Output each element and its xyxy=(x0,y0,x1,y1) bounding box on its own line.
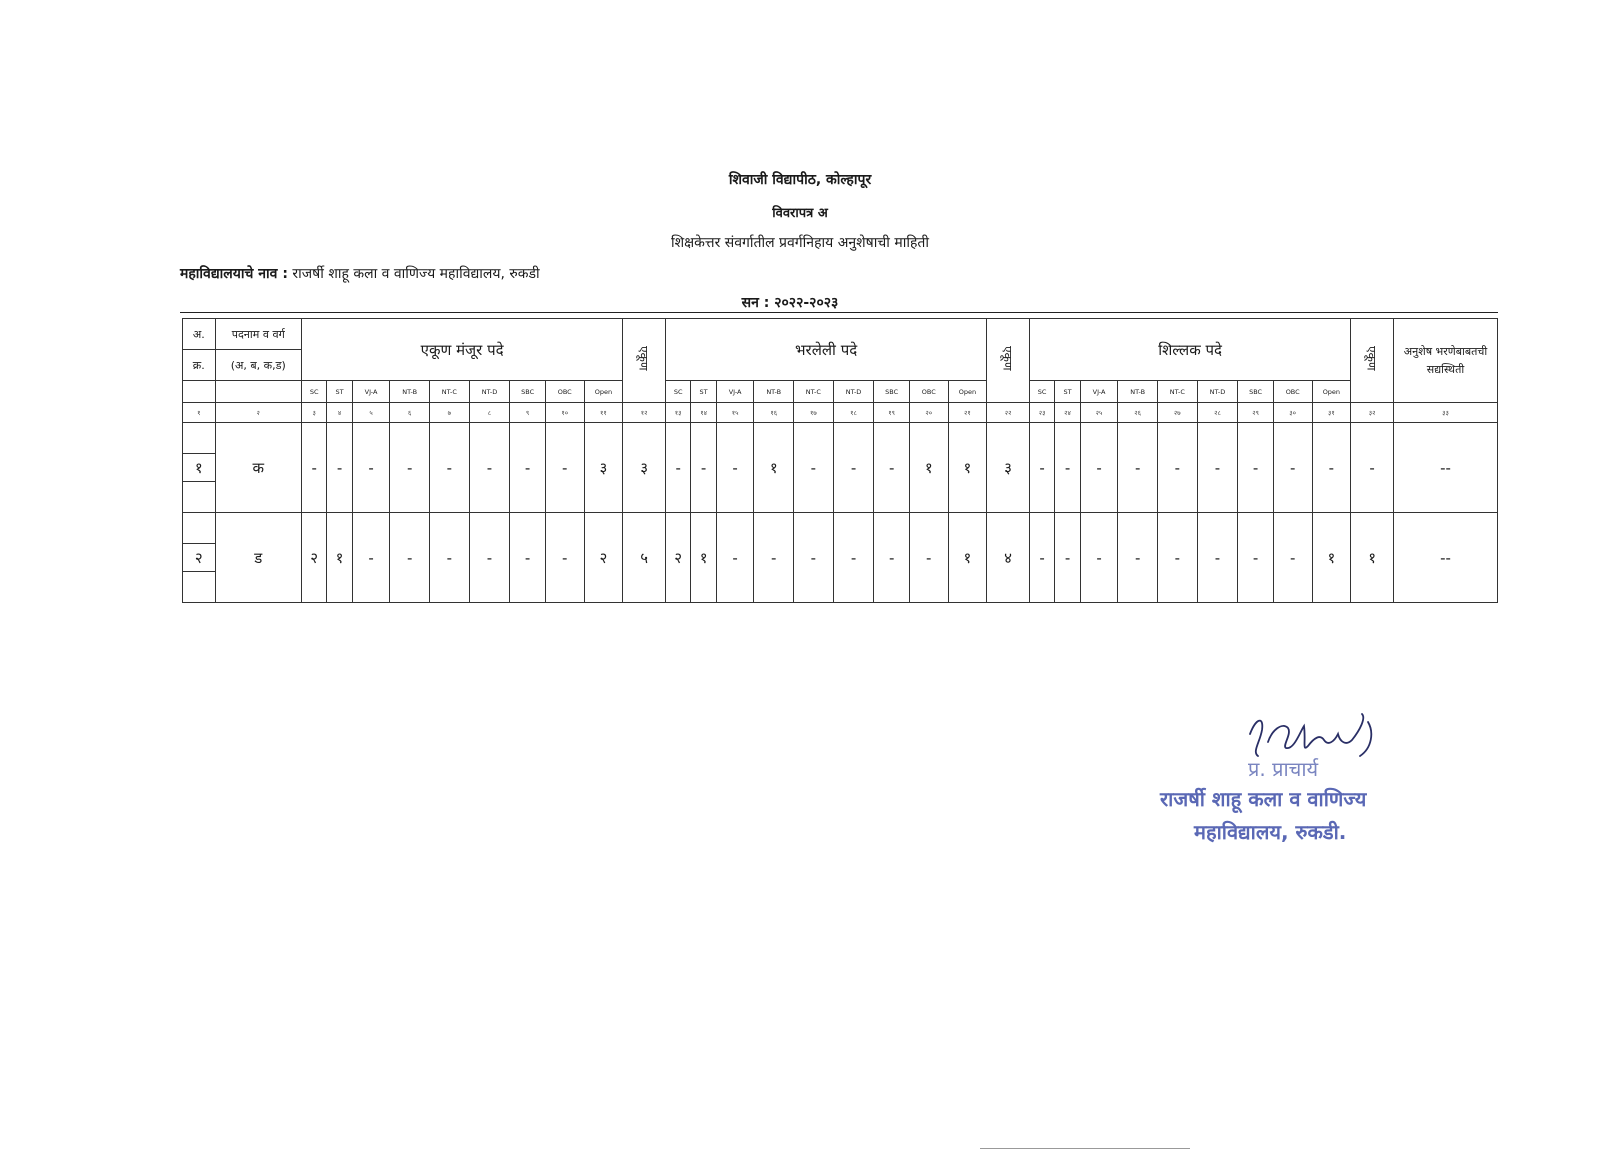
filled-category-header: OBC xyxy=(909,381,948,403)
sr-no-cell: १ xyxy=(183,454,216,482)
sanctioned-value-cell: - xyxy=(545,423,584,513)
vacant-total-header xyxy=(1351,319,1394,403)
column-number: २९ xyxy=(1238,403,1274,423)
filled-category-header: VJ-A xyxy=(716,381,754,403)
sanctioned-category-header: OBC xyxy=(545,381,584,403)
column-number: १३ xyxy=(665,403,690,423)
filled-posts-header: भरलेली पदे xyxy=(665,319,986,381)
total-label: एकूण xyxy=(1000,346,1015,371)
filled-category-header: ST xyxy=(691,381,716,403)
vacant-value-cell: - xyxy=(1157,423,1197,513)
vacant-value-cell: - xyxy=(1080,513,1118,603)
filled-total-cell: ४ xyxy=(987,513,1030,603)
vacant-category-header: SBC xyxy=(1238,381,1274,403)
vacant-value-cell: - xyxy=(1029,513,1054,603)
column-number: २८ xyxy=(1197,403,1238,423)
vacant-value-cell: - xyxy=(1197,423,1238,513)
sr-no-header-bottom: क्र. xyxy=(183,350,216,381)
sanctioned-total-header xyxy=(623,319,666,403)
column-number: १ xyxy=(183,403,216,423)
sanctioned-category-header: NT-B xyxy=(390,381,430,403)
statement-title: विवरापत्र अ xyxy=(772,206,828,221)
column-number: २५ xyxy=(1080,403,1118,423)
backlog-status-cell: -- xyxy=(1393,423,1497,513)
vacant-total-cell: १ xyxy=(1351,513,1394,603)
column-number: ११ xyxy=(584,403,623,423)
sanctioned-category-header: SC xyxy=(301,381,326,403)
vacant-value-cell: - xyxy=(1312,423,1351,513)
column-number: १५ xyxy=(716,403,754,423)
filled-category-header: NT-C xyxy=(794,381,834,403)
university-title: शिवाजी विद्यापीठ, कोल्हापूर xyxy=(728,172,872,188)
column-number: २१ xyxy=(948,403,987,423)
sanctioned-value-cell: - xyxy=(301,423,326,513)
column-number: ८ xyxy=(469,403,510,423)
sr-no-header-blank xyxy=(183,381,216,403)
sanctioned-value-cell: - xyxy=(352,423,390,513)
sanctioned-value-cell: - xyxy=(327,423,352,513)
sanctioned-category-header: SBC xyxy=(510,381,546,403)
sr-no-cell-bottom xyxy=(183,572,216,603)
vacant-value-cell: - xyxy=(1157,513,1197,603)
sanctioned-value-cell: २ xyxy=(301,513,326,603)
column-number: ५ xyxy=(352,403,390,423)
backlog-status-header: अनुशेष भरणेबाबतची सद्यस्थिती xyxy=(1393,319,1497,403)
vacant-category-header: NT-B xyxy=(1118,381,1158,403)
college-name-label: महाविद्यालयाचे नाव : xyxy=(180,266,288,282)
column-number: ७ xyxy=(430,403,470,423)
total-label: एकूण xyxy=(636,346,651,371)
sanctioned-posts-header: एकूण मंजूर पदे xyxy=(301,319,622,381)
sanctioned-value-cell: - xyxy=(510,513,546,603)
filled-value-cell: १ xyxy=(948,513,987,603)
post-header-bottom: (अ, ब, क,ड) xyxy=(215,350,301,381)
vacant-value-cell: - xyxy=(1273,513,1312,603)
filled-value-cell: १ xyxy=(948,423,987,513)
column-number: २३ xyxy=(1029,403,1054,423)
filled-category-header: NT-B xyxy=(754,381,794,403)
column-number: २७ xyxy=(1157,403,1197,423)
document-subtitle: शिक्षकेत्तर संवर्गातील प्रवर्गनिहाय अनुशेषाची माहिती xyxy=(670,235,930,251)
post-cell: क xyxy=(215,423,301,513)
vacant-category-header: SC xyxy=(1029,381,1054,403)
filled-category-header: SC xyxy=(665,381,690,403)
filled-value-cell: - xyxy=(833,423,874,513)
vacant-value-cell: - xyxy=(1273,423,1312,513)
filled-total-cell: ३ xyxy=(987,423,1030,513)
sanctioned-value-cell: - xyxy=(390,423,430,513)
footer-line xyxy=(980,1148,1190,1149)
sanctioned-category-header: Open xyxy=(584,381,623,403)
column-number: १७ xyxy=(794,403,834,423)
sr-no-cell-top xyxy=(183,513,216,544)
sanctioned-category-header: NT-C xyxy=(430,381,470,403)
sanctioned-value-cell: - xyxy=(390,513,430,603)
college-stamp xyxy=(1160,755,1460,855)
filled-value-cell: १ xyxy=(754,423,794,513)
filled-value-cell: - xyxy=(716,513,754,603)
vacant-value-cell: १ xyxy=(1312,513,1351,603)
column-number: १९ xyxy=(874,403,910,423)
backlog-status-cell: -- xyxy=(1393,513,1497,603)
post-header-blank xyxy=(215,381,301,403)
column-number: ३१ xyxy=(1312,403,1351,423)
column-number: १६ xyxy=(754,403,794,423)
filled-value-cell: - xyxy=(794,423,834,513)
column-number: ३३ xyxy=(1393,403,1497,423)
column-number: ६ xyxy=(390,403,430,423)
sanctioned-value-cell: - xyxy=(430,423,470,513)
filled-value-cell: - xyxy=(874,513,910,603)
vacant-value-cell: - xyxy=(1238,423,1274,513)
sanctioned-value-cell: - xyxy=(469,423,510,513)
vacant-category-header: ST xyxy=(1055,381,1080,403)
vacant-value-cell: - xyxy=(1055,423,1080,513)
header-rule xyxy=(180,312,1498,313)
sanctioned-value-cell: २ xyxy=(584,513,623,603)
column-number: २४ xyxy=(1055,403,1080,423)
column-number: २० xyxy=(909,403,948,423)
filled-value-cell: २ xyxy=(665,513,690,603)
sanctioned-value-cell: - xyxy=(430,513,470,603)
vacant-value-cell: - xyxy=(1118,513,1158,603)
stamp-line-place: महाविद्यालय, रुकडी. xyxy=(1194,820,1347,844)
column-number: ३० xyxy=(1273,403,1312,423)
sanctioned-value-cell: १ xyxy=(327,513,352,603)
sanctioned-value-cell: - xyxy=(352,513,390,603)
sanctioned-category-header: ST xyxy=(327,381,352,403)
stamp-line-principal: प्र. प्राचार्य xyxy=(1248,757,1319,781)
column-number: १० xyxy=(545,403,584,423)
sr-no-header-top: अ. xyxy=(183,319,216,350)
sanctioned-total-cell: ५ xyxy=(623,513,666,603)
filled-value-cell: - xyxy=(716,423,754,513)
vacant-value-cell: - xyxy=(1238,513,1274,603)
sanctioned-category-header: NT-D xyxy=(469,381,510,403)
column-number: ९ xyxy=(510,403,546,423)
filled-category-header: SBC xyxy=(874,381,910,403)
vacant-category-header: Open xyxy=(1312,381,1351,403)
post-cell: ड xyxy=(215,513,301,603)
sanctioned-value-cell: - xyxy=(545,513,584,603)
academic-year: सन : २०२२-२०२३ xyxy=(741,295,839,311)
filled-category-header: Open xyxy=(948,381,987,403)
vacant-category-header: NT-C xyxy=(1157,381,1197,403)
filled-value-cell: - xyxy=(665,423,690,513)
filled-value-cell: - xyxy=(754,513,794,603)
sr-no-cell-bottom xyxy=(183,482,216,513)
sr-no-cell: २ xyxy=(183,544,216,572)
sanctioned-value-cell: ३ xyxy=(584,423,623,513)
column-number: १२ xyxy=(623,403,666,423)
vacant-category-header: NT-D xyxy=(1197,381,1238,403)
filled-value-cell: - xyxy=(794,513,834,603)
vacant-posts-header: शिल्लक पदे xyxy=(1029,319,1350,381)
filled-value-cell: - xyxy=(833,513,874,603)
column-number: २ xyxy=(215,403,301,423)
vacant-category-header: OBC xyxy=(1273,381,1312,403)
vacant-value-cell: - xyxy=(1029,423,1054,513)
filled-value-cell: - xyxy=(691,423,716,513)
total-label: एकूण xyxy=(1364,346,1379,371)
filled-total-header xyxy=(987,319,1030,403)
filled-value-cell: - xyxy=(909,513,948,603)
vacant-value-cell: - xyxy=(1080,423,1118,513)
sanctioned-value-cell: - xyxy=(469,513,510,603)
filled-value-cell: १ xyxy=(691,513,716,603)
column-number: २२ xyxy=(987,403,1030,423)
sr-no-cell-top xyxy=(183,423,216,454)
column-number: ४ xyxy=(327,403,352,423)
column-number: १४ xyxy=(691,403,716,423)
sanctioned-category-header: VJ-A xyxy=(352,381,390,403)
column-number: ३ xyxy=(301,403,326,423)
backlog-table xyxy=(182,318,1498,603)
sanctioned-total-cell: ३ xyxy=(623,423,666,513)
vacant-category-header: VJ-A xyxy=(1080,381,1118,403)
vacant-value-cell: - xyxy=(1055,513,1080,603)
post-header-top: पदनाम व वर्ग xyxy=(215,319,301,350)
sanctioned-value-cell: - xyxy=(510,423,546,513)
vacant-total-cell: - xyxy=(1351,423,1394,513)
college-name: राजर्षी शाहू कला व वाणिज्य महाविद्यालय, रुकडी xyxy=(292,266,540,282)
filled-category-header: NT-D xyxy=(833,381,874,403)
filled-value-cell: १ xyxy=(909,423,948,513)
column-number: ३२ xyxy=(1351,403,1394,423)
column-number: १८ xyxy=(833,403,874,423)
stamp-line-college: राजर्षी शाहू कला व वाणिज्य xyxy=(1160,787,1367,811)
vacant-value-cell: - xyxy=(1197,513,1238,603)
vacant-value-cell: - xyxy=(1118,423,1158,513)
college-name-line xyxy=(180,264,540,283)
column-number: २६ xyxy=(1118,403,1158,423)
filled-value-cell: - xyxy=(874,423,910,513)
